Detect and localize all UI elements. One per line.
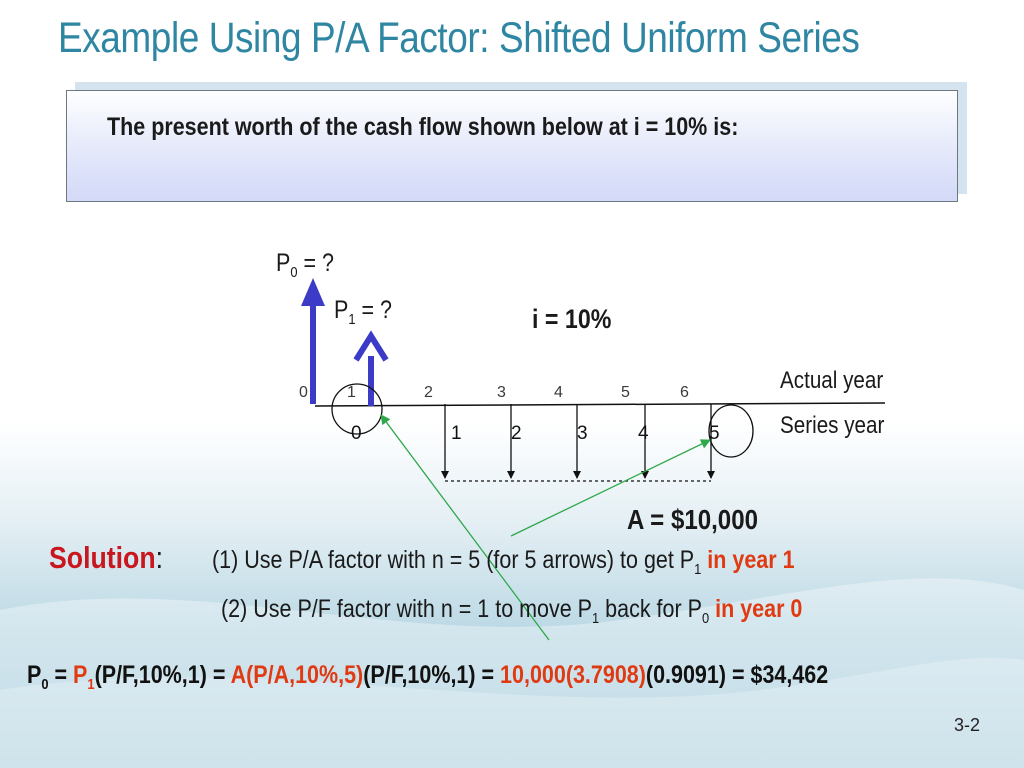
slide-title: Example Using P/A Factor: Shifted Uniform Series [58, 14, 860, 62]
series-year-tick: 3 [577, 423, 588, 444]
series-year-tick: 4 [638, 423, 649, 444]
solution-heading: Solution: [49, 540, 164, 575]
final-equation: $P_0 = P_1(P/F,10\%,1) = A(P/A,10\%,5)(P/F,10\%,1) = 10,000(3.7908)(0.9091)$ = $34,462 [27, 661, 829, 693]
p1-arrow [356, 336, 386, 406]
series-year-tick: 0 [351, 423, 362, 444]
problem-statement: The present worth of the cash flow shown below at i = 10% is: [107, 113, 739, 141]
series-year-label: Series year [780, 412, 885, 439]
actual-year-tick: 0 [299, 384, 308, 401]
p1-label: $P_1$ = ? [334, 296, 392, 328]
actual-year-tick: 3 [497, 384, 506, 401]
p0-label: $P_0$ = ? [276, 249, 334, 281]
solution-step-2: (2) Use P/F factor with n = 1 to move $P_1$ back for $P_0$ in year 0 [221, 595, 803, 627]
actual-year-tick: 4 [554, 384, 563, 401]
actual-year-label: Actual year [780, 367, 884, 394]
series-year-tick: 1 [451, 423, 462, 444]
series-year-tick: 5 [709, 423, 720, 444]
interest-rate-label: i = 10% [532, 304, 612, 334]
actual-year-tick: 1 [347, 384, 356, 401]
time-axis [315, 403, 885, 406]
series-year-tick: 2 [511, 423, 522, 444]
actual-year-tick: 2 [424, 384, 433, 401]
page-number: 3-2 [954, 715, 981, 735]
annuity-label: A = $10,000 [627, 504, 758, 535]
actual-year-tick: 6 [680, 384, 689, 401]
actual-year-tick: 5 [621, 384, 630, 401]
solution-step-1: (1) Use P/A factor with n = 5 (for 5 arrows) to get $P_1$ in year 1 [212, 546, 795, 578]
